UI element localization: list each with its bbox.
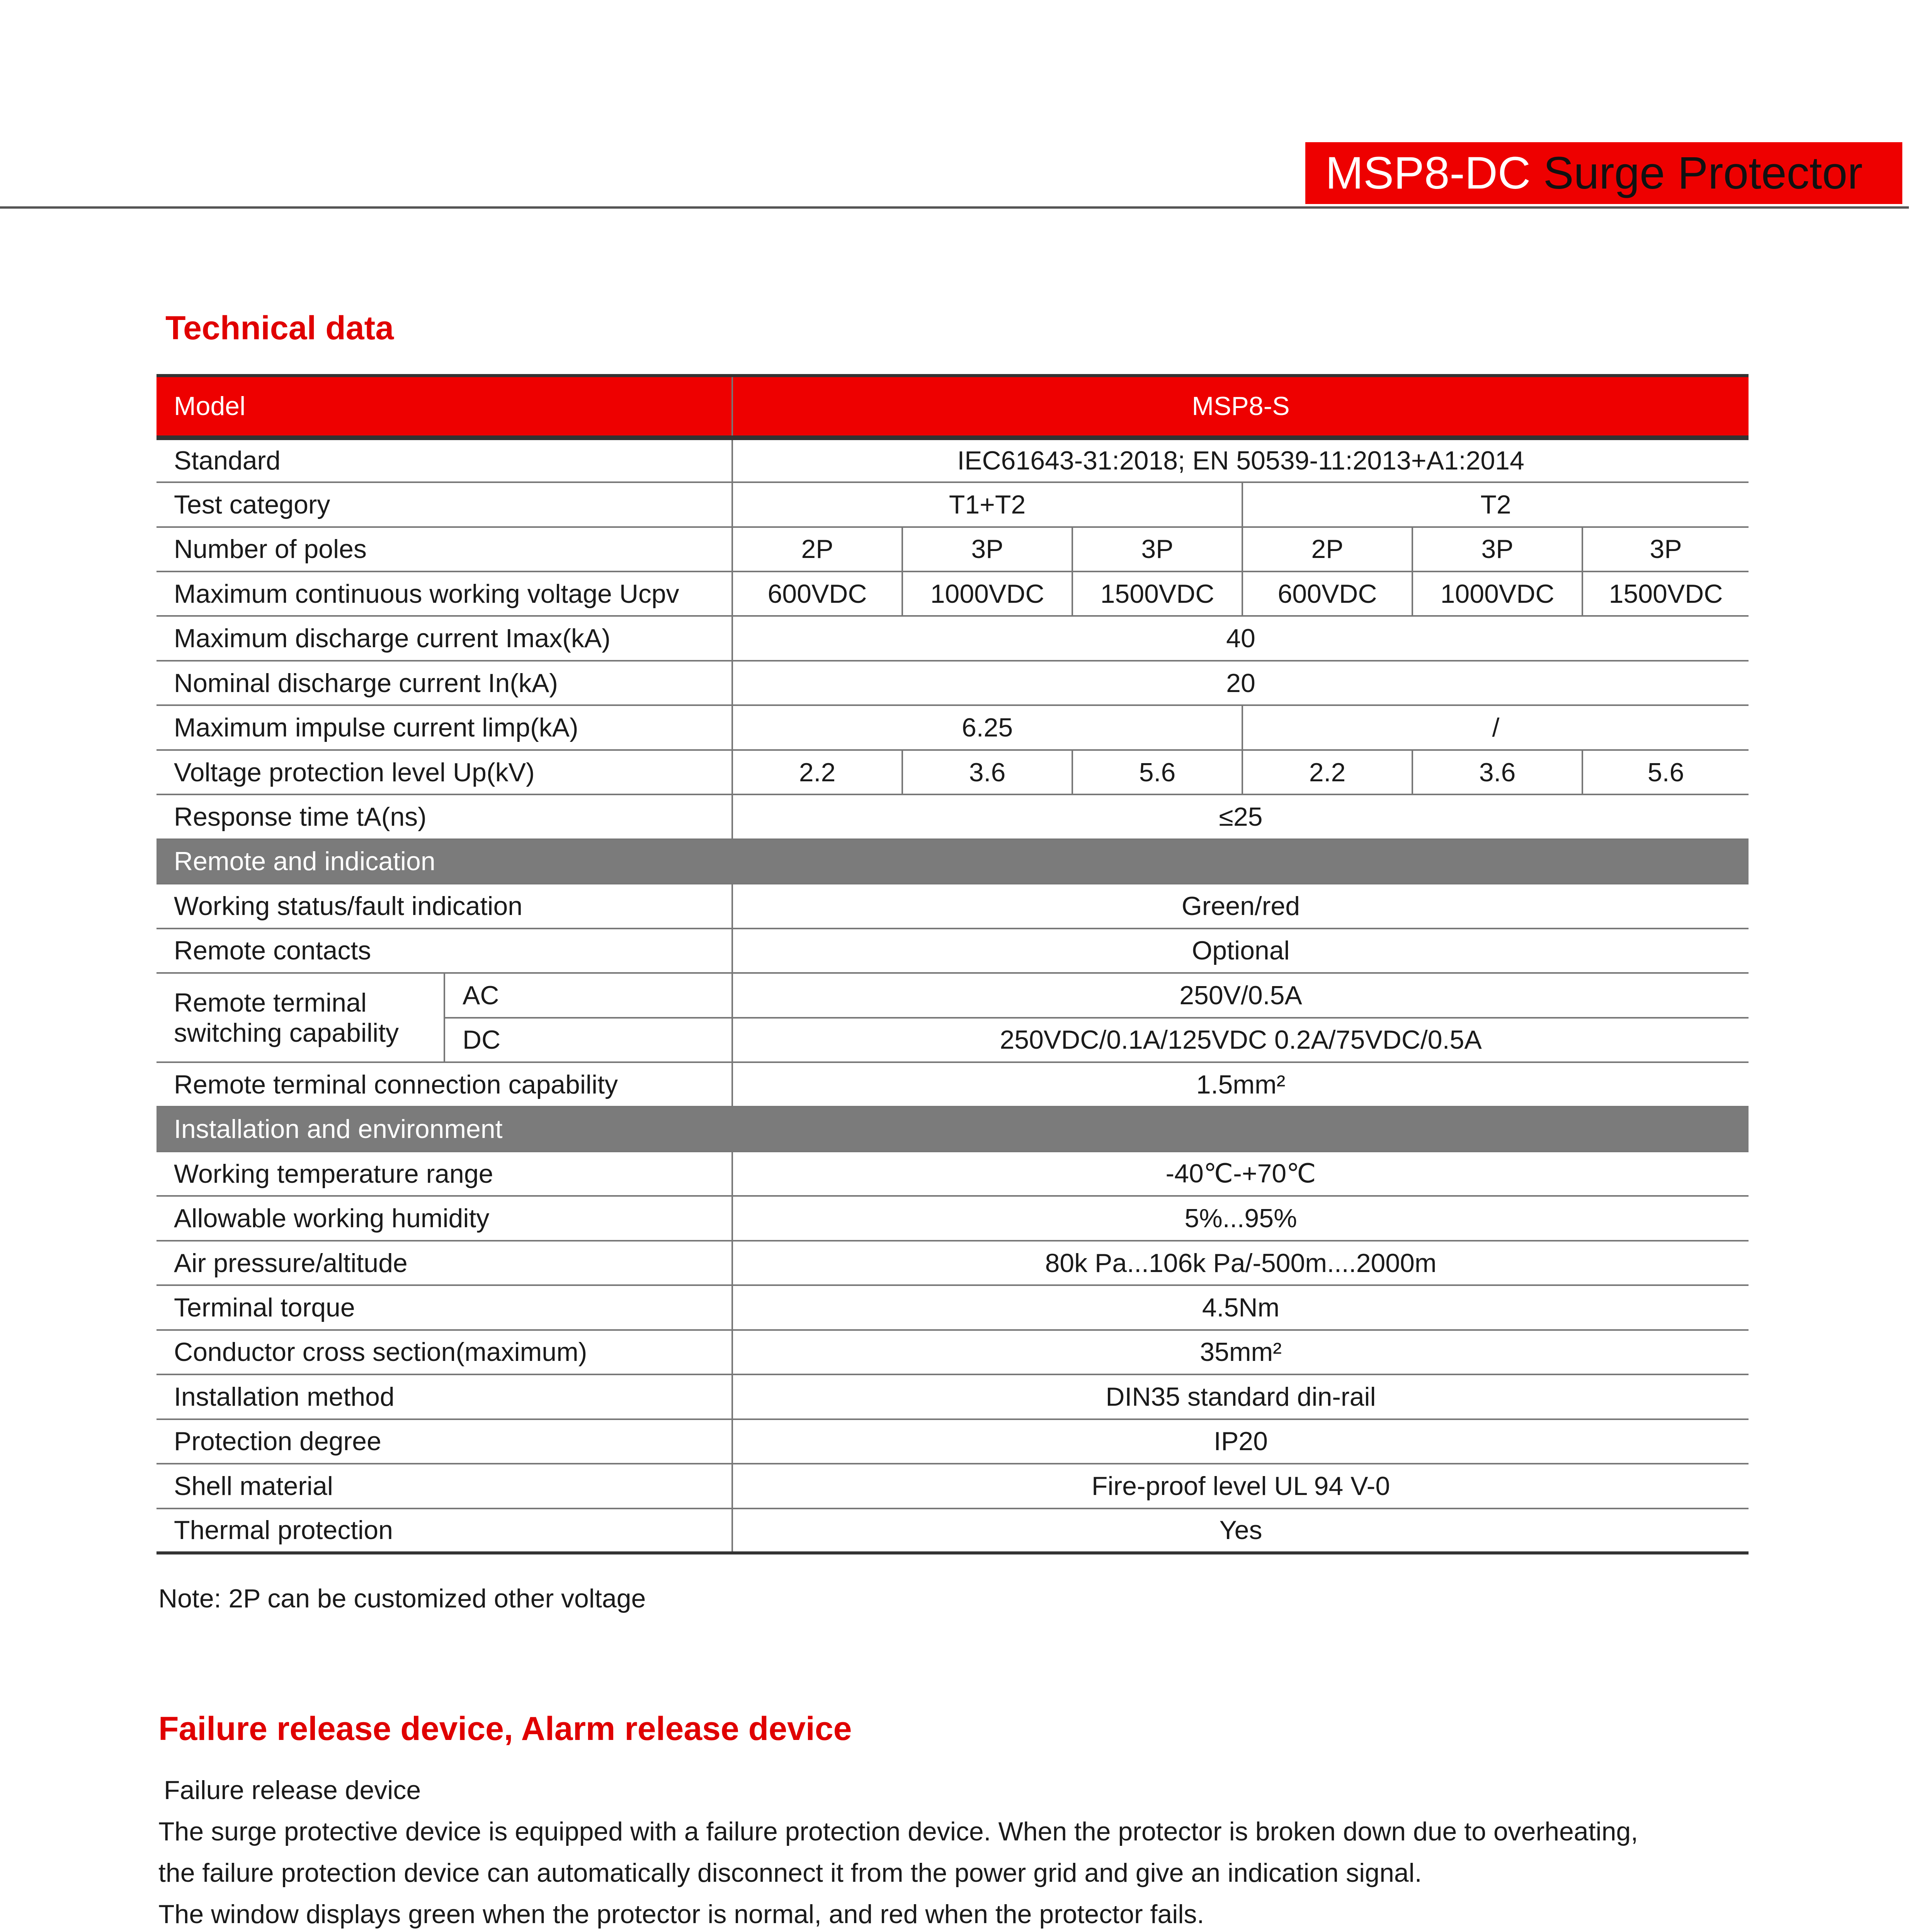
- row-value: 4.5Nm: [732, 1285, 1749, 1330]
- row-value: 1.5mm²: [732, 1062, 1749, 1107]
- failure-section-title: Failure release device, Alarm release device: [158, 1710, 852, 1747]
- row-value: 1500VDC: [1582, 571, 1749, 616]
- row-value: 3P: [1582, 527, 1749, 571]
- table-row: [156, 705, 1749, 750]
- row-label: Thermal protection: [156, 1509, 732, 1553]
- row-label: Working temperature range: [156, 1151, 732, 1196]
- table-row: [156, 973, 1749, 1017]
- header-rule: [0, 206, 1909, 209]
- row-value: 1000VDC: [902, 571, 1072, 616]
- row-value: 5%...95%: [732, 1196, 1749, 1240]
- table-row: [156, 1062, 1749, 1107]
- row-value: 80k Pa...106k Pa/-500m....2000m: [732, 1241, 1749, 1285]
- row-value: T1+T2: [732, 482, 1242, 527]
- model-value: MSP8-S: [732, 376, 1749, 438]
- row-value: DIN35 standard din-rail: [732, 1374, 1749, 1419]
- row-label: Shell material: [156, 1464, 732, 1508]
- section-band: [156, 839, 1749, 884]
- row-value: 3P: [1072, 527, 1242, 571]
- table-row: [156, 750, 1749, 794]
- row-value: 2P: [732, 527, 902, 571]
- failure-subtitle: Failure release device: [164, 1776, 421, 1805]
- row-value: 20: [732, 661, 1749, 705]
- row-value: 40: [732, 616, 1749, 660]
- row-label: Maximum impulse current limp(kA): [156, 705, 732, 750]
- row-label: Remote contacts: [156, 929, 732, 973]
- row-value: T2: [1242, 482, 1749, 527]
- table-row: [156, 1374, 1749, 1419]
- row-label: Maximum discharge current Imax(kA): [156, 616, 732, 660]
- table-row: [156, 1285, 1749, 1330]
- row-value: 2.2: [1242, 750, 1412, 794]
- table-row: [156, 929, 1749, 973]
- section-band: [156, 1107, 1749, 1151]
- table-row: [156, 1151, 1749, 1196]
- row-value: IEC61643-31:2018; EN 50539-11:2013+A1:2014: [732, 438, 1749, 482]
- row-value: Yes: [732, 1509, 1749, 1553]
- table-row: [156, 1509, 1749, 1553]
- row-label: Nominal discharge current In(kA): [156, 661, 732, 705]
- row-sublabel: AC: [444, 973, 732, 1017]
- row-value: Fire-proof level UL 94 V-0: [732, 1464, 1749, 1508]
- failure-line: the failure protection device can automatically disconnect it from the power grid and give an indication signal.: [158, 1858, 1422, 1888]
- row-value: Green/red: [732, 884, 1749, 928]
- row-value: 3P: [902, 527, 1072, 571]
- row-value: 1000VDC: [1412, 571, 1582, 616]
- table-row: [156, 884, 1749, 928]
- table-row: [156, 616, 1749, 660]
- table-row: [156, 1464, 1749, 1508]
- row-label: Standard: [156, 438, 732, 482]
- row-value: -40℃-+70℃: [732, 1151, 1749, 1196]
- row-label: Remote terminal switching capability: [156, 973, 444, 1062]
- product-title: Surge Protector: [1543, 148, 1863, 199]
- failure-paragraph: [158, 1770, 1754, 1932]
- table-row: [156, 1196, 1749, 1240]
- row-label: Allowable working humidity: [156, 1196, 732, 1240]
- table-row: [156, 1419, 1749, 1464]
- row-value: 1500VDC: [1072, 571, 1242, 616]
- table-row: [156, 794, 1749, 839]
- table-note: Note: 2P can be customized other voltage: [158, 1584, 646, 1613]
- model-label: Model: [156, 376, 732, 438]
- row-label: Number of poles: [156, 527, 732, 571]
- row-value: /: [1242, 705, 1749, 750]
- spec-table: [156, 374, 1749, 1554]
- technical-data-title: Technical data: [165, 310, 394, 347]
- row-value: 2P: [1242, 527, 1412, 571]
- model-row: [156, 376, 1749, 438]
- table-row: [156, 1241, 1749, 1285]
- install-section-label: Installation and environment: [156, 1107, 1749, 1151]
- row-value: 3.6: [1412, 750, 1582, 794]
- row-value: 2.2: [732, 750, 902, 794]
- row-value: 5.6: [1582, 750, 1749, 794]
- product-code: MSP8-DC: [1325, 148, 1531, 199]
- row-label: Test category: [156, 482, 732, 527]
- row-sublabel: DC: [444, 1018, 732, 1062]
- row-label: Response time tA(ns): [156, 794, 732, 839]
- row-value: IP20: [732, 1419, 1749, 1464]
- row-label: Air pressure/altitude: [156, 1241, 732, 1285]
- row-value: 600VDC: [1242, 571, 1412, 616]
- row-value: 250VDC/0.1A/125VDC 0.2A/75VDC/0.5A: [732, 1018, 1749, 1062]
- table-row: [156, 438, 1749, 482]
- table-row: [156, 527, 1749, 571]
- row-label: Installation method: [156, 1374, 732, 1419]
- row-value: 250V/0.5A: [732, 973, 1749, 1017]
- table-row: [156, 482, 1749, 527]
- row-value: 3P: [1412, 527, 1582, 571]
- row-label: Working status/fault indication: [156, 884, 732, 928]
- row-label: Conductor cross section(maximum): [156, 1330, 732, 1374]
- row-value: 6.25: [732, 705, 1242, 750]
- table-row: [156, 571, 1749, 616]
- product-header: [1305, 142, 1902, 204]
- row-value: 5.6: [1072, 750, 1242, 794]
- table-row: [156, 661, 1749, 705]
- row-value: ≤25: [732, 794, 1749, 839]
- row-value: 3.6: [902, 750, 1072, 794]
- row-label: Remote terminal connection capability: [156, 1062, 732, 1107]
- row-label: Protection degree: [156, 1419, 732, 1464]
- row-value: Optional: [732, 929, 1749, 973]
- failure-line: The window displays green when the protector is normal, and red when the protector fails.: [158, 1900, 1204, 1929]
- table-row: [156, 1330, 1749, 1374]
- failure-line: The surge protective device is equipped with a failure protection device. When the protector is broken down due to overheating,: [158, 1817, 1638, 1846]
- row-value: 600VDC: [732, 571, 902, 616]
- row-label: Terminal torque: [156, 1285, 732, 1330]
- row-label: Maximum continuous working voltage Ucpv: [156, 571, 732, 616]
- remote-section-label: Remote and indication: [156, 839, 1749, 884]
- row-label: Voltage protection level Up(kV): [156, 750, 732, 794]
- row-value: 35mm²: [732, 1330, 1749, 1374]
